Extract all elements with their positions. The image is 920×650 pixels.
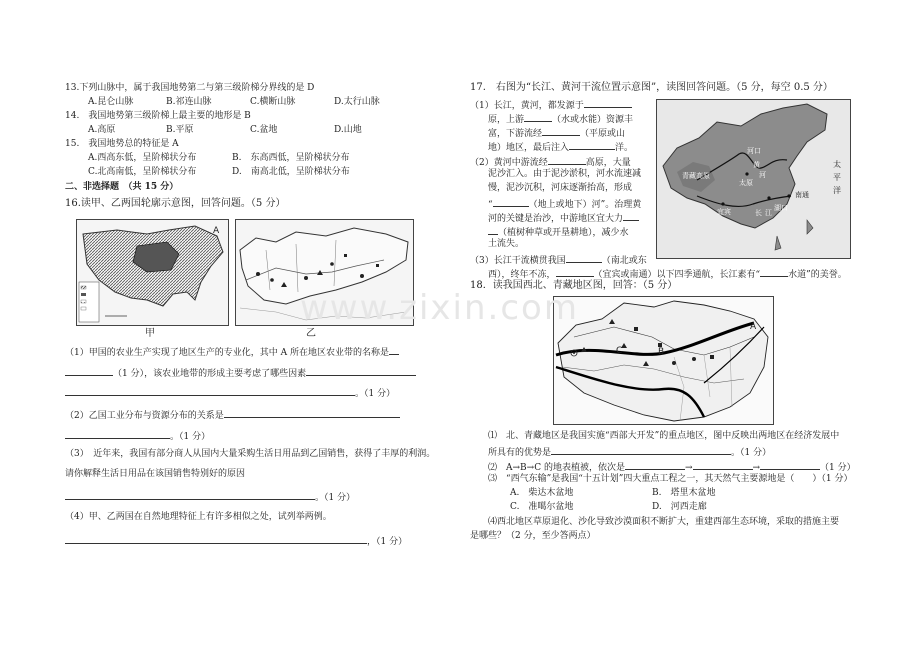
map-label-jiang: 江 bbox=[765, 209, 772, 217]
q16-part2-line1: （2）乙国工业分布与资源分布的关系是 bbox=[65, 408, 400, 422]
q13-option-d: D.太行山脉 bbox=[334, 97, 380, 107]
q16-part4-blank[interactable] bbox=[65, 534, 367, 544]
q17-line9: 河的关键是治沙，中游地区宜大力 bbox=[488, 211, 639, 225]
map-northwest bbox=[553, 296, 774, 425]
q18-part1-line1: ⑴ 北、青藏地区是我国实施“西部大开发”的重点地区，图中反映出两地区在经济发展中 bbox=[488, 431, 840, 441]
q16-part1-line2: （1 分），该农业地带的形成主要考虑了哪些因素 bbox=[65, 366, 416, 380]
q18-part4-line2: 是哪些？（2 分，至少答两点） bbox=[470, 531, 596, 541]
q18-part3-option-d: D. 河西走廊 bbox=[652, 502, 707, 512]
q13-option-b: B.祁连山脉 bbox=[166, 97, 212, 107]
q17-line8: “ （地上或地下）河”。治理黄 bbox=[488, 197, 641, 211]
q13-option-a: A.昆仑山脉 bbox=[88, 97, 134, 107]
q17-blank2[interactable] bbox=[524, 112, 552, 122]
map-label-zhang: 长 bbox=[755, 209, 762, 217]
q14-stem: 14. 我国地势第三级阶梯上最主要的地形是 B bbox=[65, 111, 251, 121]
q17-line13: 西），终年不冻， （宜宾或南通）以下四季通航，长江素有“ 水道”的美誉。 bbox=[488, 267, 847, 281]
q16-part1-line1: （1）甲国的农业生产实现了地区生产的专业化，其中 A 所在地区农业带的名称是 bbox=[65, 345, 399, 359]
q17-blank5[interactable] bbox=[548, 155, 586, 165]
q17-blank10[interactable] bbox=[760, 267, 788, 277]
q15-option-c: C.北高南低，呈阶梯状分布 bbox=[88, 167, 197, 177]
q18-stem: 18．读我国西北、青藏地区图，回答：（5 分） bbox=[470, 280, 678, 291]
q17-blank7b[interactable] bbox=[488, 225, 498, 235]
map-northwest-drawing bbox=[554, 297, 773, 424]
q15-option-a: A.西高东低，呈阶梯状分布 bbox=[88, 153, 197, 163]
map-china-rivers bbox=[656, 99, 851, 259]
q16-part4-line1: （4）甲、乙两国在自然地理特征上有许多相似之处，试列举两例。 bbox=[65, 512, 332, 522]
q16-part3-line2: 请你解释生活日用品在该国销售特别好的原因 bbox=[65, 469, 246, 479]
q17-stem: 17. 右图为“长江、黄河干流位置示意图”，读图回答问题。（5 分，每空 0.5 分） bbox=[470, 82, 833, 93]
map-label-hekou: 河口 bbox=[747, 147, 761, 155]
q18-part1-blank[interactable] bbox=[551, 445, 731, 455]
q18-part3-option-c: C. 准噶尔盆地 bbox=[510, 502, 574, 512]
q17-line5: （2）黄河中游流经 高原，大量 bbox=[470, 155, 631, 169]
q18-part3-stem: ⑶ “西气东输”是我国“十五计划”四大重点工程之一，其天然气主要源地是（ ）（1 分） bbox=[488, 474, 853, 484]
q17-line6: 泥沙汇入。由于泥沙淤积，河水流速减 bbox=[488, 169, 642, 179]
q17-blank7[interactable] bbox=[623, 211, 639, 221]
q18-part4-line1: ⑷西北地区草原退化、沙化导致沙漠面积不断扩大，重建西部生态环境，采取的措施主要 bbox=[488, 517, 840, 527]
q15-option-b: B. 东高西低，呈阶梯状分布 bbox=[232, 153, 350, 163]
map-label-nantong: 南通 bbox=[795, 191, 809, 199]
map-label-hukou: 湖口 bbox=[774, 204, 788, 212]
q17-blank1[interactable] bbox=[584, 98, 632, 108]
q13-option-c: C.横断山脉 bbox=[250, 97, 296, 107]
q16-part1-blank3[interactable] bbox=[65, 386, 355, 396]
map-jia-caption: 甲 bbox=[145, 328, 155, 339]
map-label-huang: 黄 bbox=[753, 161, 760, 169]
map-label-he: 河 bbox=[759, 171, 766, 179]
q17-line4: 地）地区，最后注入 洋。 bbox=[488, 140, 633, 154]
q17-line12: （3）长江干流横贯我国 （南北或东 bbox=[470, 253, 647, 267]
q16-part2-line2: 。（1 分） bbox=[65, 429, 210, 443]
q17-line1: （1）长江，黄河，都发源于 bbox=[470, 98, 632, 112]
q16-part3-line3: 。（1 分） bbox=[65, 490, 355, 504]
q14-option-c: C.盆地 bbox=[250, 125, 278, 135]
q17-line2: 原，上游 （水或水能）资源丰 bbox=[488, 112, 633, 126]
q14-option-b: B.平原 bbox=[166, 125, 194, 135]
map-jia bbox=[76, 219, 229, 326]
q16-stem: 16.读甲、乙两国轮廓示意图，回答问题。（5 分） bbox=[65, 198, 286, 209]
q14-option-d: D.山地 bbox=[334, 125, 362, 135]
q16-part1-blank1[interactable] bbox=[389, 345, 399, 355]
q18-part2-line: ⑵ A→B→C 的地表植被，依次是 → → （1 分） bbox=[488, 460, 856, 474]
q17-line10: （植树种草或开垦耕地），减少水 bbox=[488, 225, 629, 239]
q15-stem: 15. 我国地势总的特征是 A bbox=[65, 139, 179, 149]
map-yi-caption: 乙 bbox=[306, 328, 316, 339]
q16-part3-blank[interactable] bbox=[65, 490, 315, 500]
q16-part2-blank2[interactable] bbox=[65, 429, 170, 439]
section-heading: 二、非选择题 （共 15 分） bbox=[65, 182, 179, 192]
map-label-yibin: 宜宾 bbox=[717, 208, 731, 216]
q13-stem: 13.下列山脉中，属于我国地势第二与第三级阶梯分界线的是 D bbox=[65, 83, 315, 93]
map-nw-label-a: A bbox=[750, 322, 757, 332]
q17-blank3[interactable] bbox=[542, 126, 580, 136]
q15-option-d: D. 南高北低，呈阶梯状分布 bbox=[232, 167, 350, 177]
q17-blank8[interactable] bbox=[566, 253, 602, 263]
q17-line7: 慢，泥沙沉积，河床逐渐抬高，形成 bbox=[488, 183, 633, 193]
q14-option-a: A.高原 bbox=[88, 125, 116, 135]
map-nw-label-b: B bbox=[658, 347, 665, 357]
q17-blank6[interactable] bbox=[493, 197, 529, 207]
q18-part3-option-a: A. 柴达木盆地 bbox=[510, 488, 574, 498]
q16-part4-line2: ，（1 分） bbox=[65, 534, 407, 548]
q18-part2-blank3[interactable] bbox=[760, 460, 820, 470]
q18-part1-line2: 所具有的优势是 。（1 分） bbox=[488, 445, 771, 459]
map-nw-label-c: C bbox=[616, 346, 623, 356]
q17-line11: 土流失。 bbox=[488, 239, 525, 249]
q16-part1-line3: 。（1 分） bbox=[65, 386, 395, 400]
map-jia-drawing bbox=[77, 220, 228, 325]
map-label-taiyuan: 太原 bbox=[739, 179, 753, 187]
q16-part2-blank1[interactable] bbox=[224, 408, 400, 418]
q17-blank4[interactable] bbox=[569, 140, 615, 150]
q16-part3-line1: （3） 近年来，我国有部分商人从国内大量采购生活日用品到乙国销售，获得了丰厚的利润。 bbox=[65, 449, 436, 459]
watermark-text: www.zixin.com bbox=[300, 288, 579, 328]
map-label-qingzang: 青藏高原 bbox=[682, 172, 710, 180]
map-jia-letter: A bbox=[213, 226, 220, 236]
q17-line3: 富，下游流经 （平原或山 bbox=[488, 126, 625, 140]
q17-blank9[interactable] bbox=[556, 267, 594, 277]
q16-part1-blank1b[interactable] bbox=[65, 366, 113, 376]
q18-part3-option-b: B. 塔里木盆地 bbox=[652, 488, 716, 498]
map-label-taipingyang: 太平洋 bbox=[833, 160, 841, 195]
q18-part2-blank2[interactable] bbox=[693, 460, 753, 470]
q16-part1-blank2[interactable] bbox=[306, 366, 416, 376]
q18-part2-blank1[interactable] bbox=[625, 460, 685, 470]
